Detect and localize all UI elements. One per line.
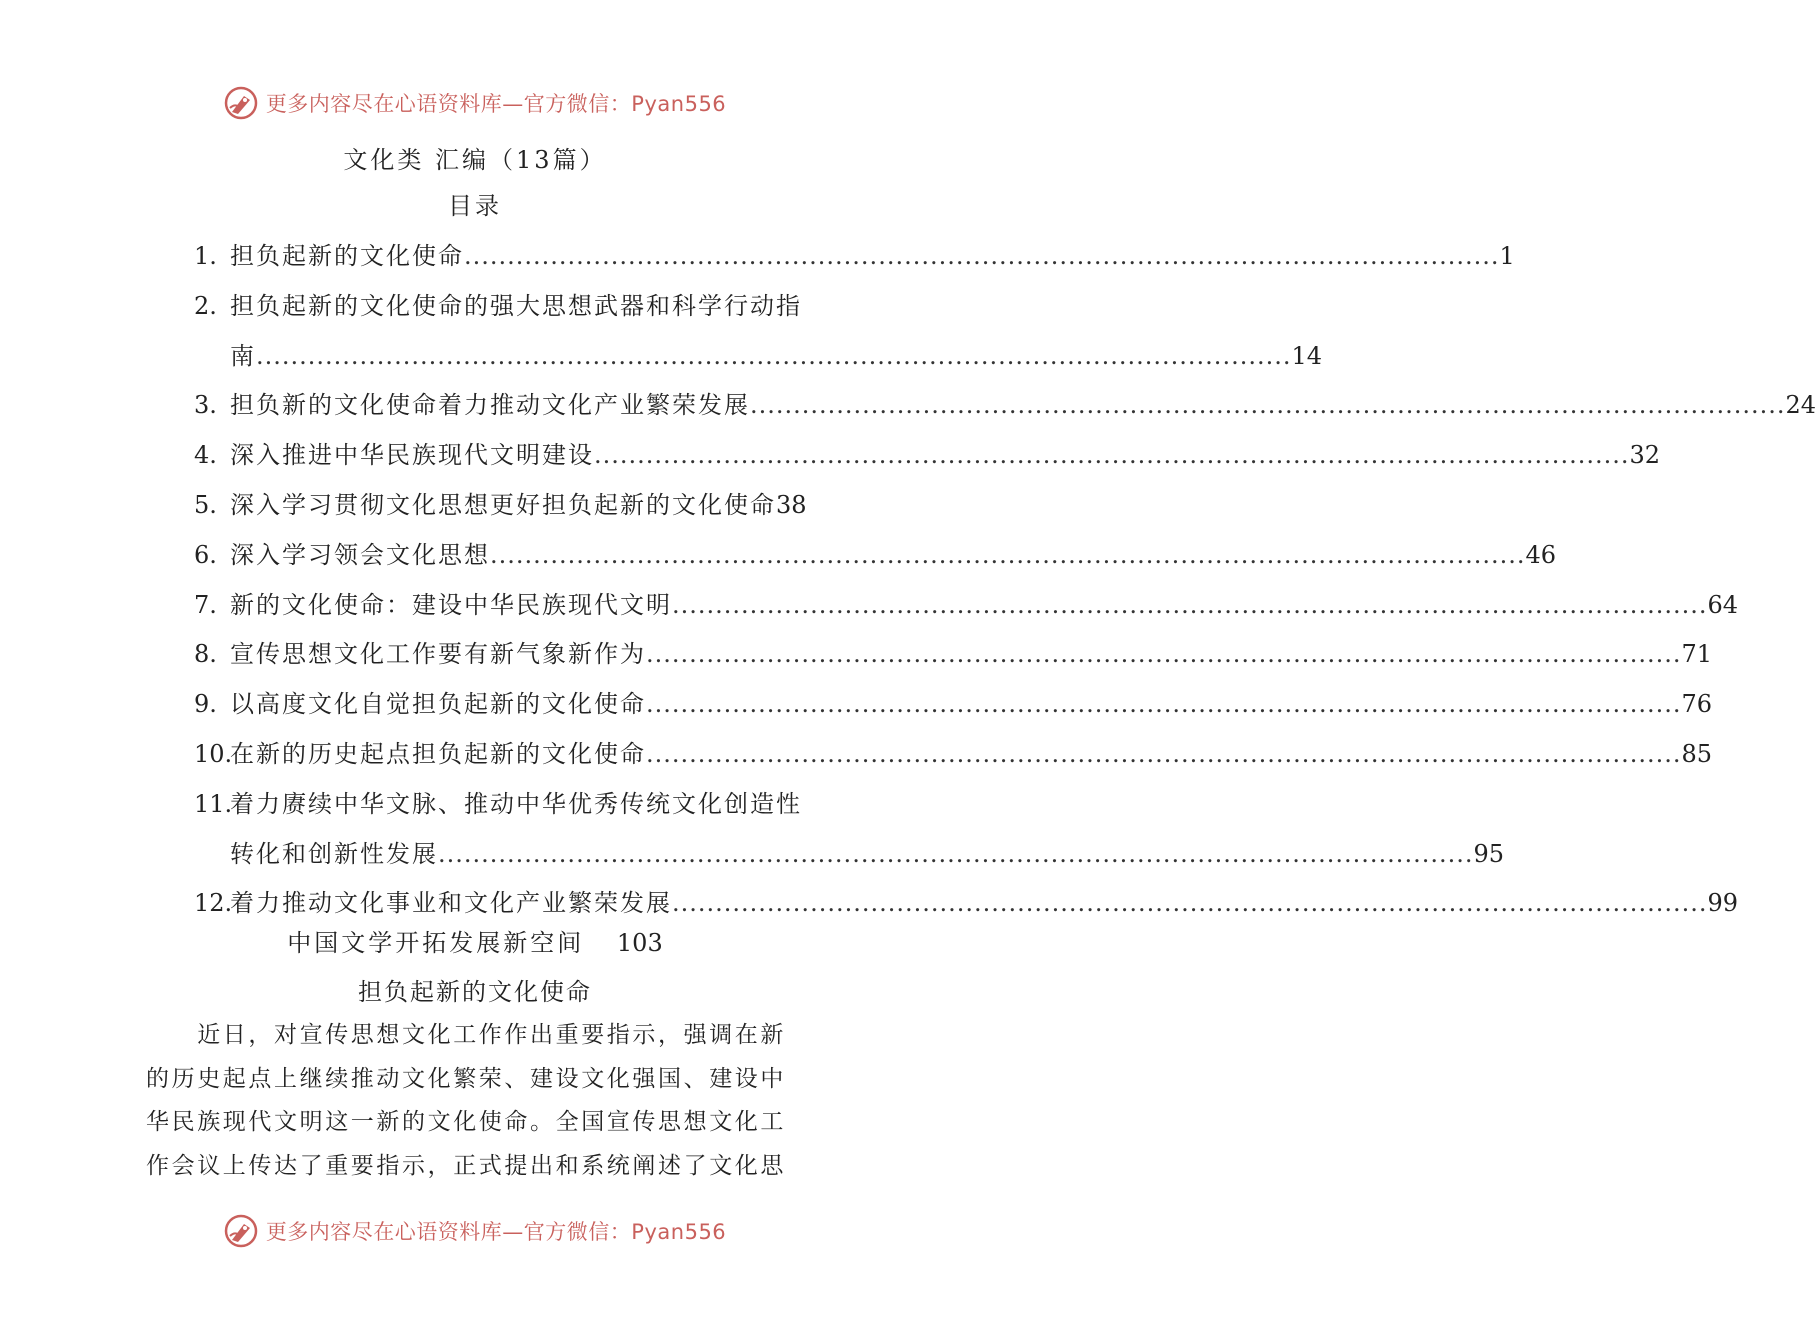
- toc-entry-page: 38: [776, 490, 807, 519]
- article-line: 的历史起点上继续推动文化繁荣、建设文化强国、建设中: [146, 1065, 786, 1092]
- toc-leader-dots: ........................................................................................................................: [256, 341, 1292, 370]
- toc-entry[interactable]: [194, 680, 1713, 730]
- toc-entry[interactable]: [194, 730, 1713, 780]
- toc-entry-title: 担负起新的文化使命的强大思想武器和科学行动指: [230, 291, 802, 320]
- toc-entry[interactable]: [194, 232, 1515, 282]
- watermark-text: 更多内容尽在心语资料库—官方微信：Pyan556: [265, 92, 727, 116]
- toc-entry-title: 新的文化使命：建设中华民族现代文明: [230, 590, 672, 619]
- pen-nib-logo-icon: [224, 86, 258, 120]
- toc-entry-title: 在新的历史起点担负起新的文化使命: [230, 739, 646, 768]
- toc-entry-page: 24: [1785, 391, 1816, 420]
- toc-entry-page: 85: [1681, 739, 1713, 768]
- toc-entry-number: 6.: [194, 540, 217, 569]
- toc-entry[interactable]: [194, 581, 1739, 631]
- toc-entry[interactable]: [194, 531, 1557, 581]
- toc-entry-title: 以高度文化自觉担负起新的文化使命: [230, 690, 646, 719]
- toc-entry-title: 担负新的文化使命着力推动文化产业繁荣发展: [230, 391, 750, 420]
- toc-entry-page: 46: [1525, 540, 1557, 569]
- toc-entry[interactable]: [194, 282, 1323, 382]
- article-line: 作会议上传达了重要指示，正式提出和系统阐述了文化思: [146, 1152, 786, 1179]
- toc-entry-title: 深入学习贯彻文化思想更好担负起新的文化使命: [230, 490, 776, 519]
- toc-entry-number: 8.: [194, 640, 217, 669]
- toc-entry[interactable]: [194, 381, 1816, 431]
- header-watermark: [0, 83, 950, 123]
- toc-entry-number: 5.: [194, 490, 217, 519]
- toc-leader-dots: ........................................................................................................................: [594, 441, 1630, 470]
- article-line: 近日，对宣传思想文化工作作出重要指示，强调在新: [146, 1022, 786, 1048]
- toc-entry[interactable]: [194, 481, 806, 531]
- toc-entry-number: 4.: [194, 441, 217, 470]
- toc-entry[interactable]: [194, 630, 1713, 680]
- toc-leader-dots: ........................................................................................................................: [750, 391, 1786, 420]
- toc-entry-number: 1.: [194, 242, 217, 270]
- toc-leader-dots: ........................................................................................................................: [438, 839, 1474, 868]
- toc-entry-number: 11.: [194, 789, 233, 818]
- toc-leader-dots: ........................................................................................................................: [672, 889, 1708, 918]
- toc-heading: 目录: [448, 192, 502, 220]
- toc-entry-title: 着力赓续中华文脉、推动中华优秀传统文化创造性: [230, 789, 802, 818]
- toc-entry-page: 71: [1681, 640, 1713, 669]
- footer-watermark: [0, 1211, 950, 1251]
- toc-extra-page: 103: [616, 929, 663, 957]
- toc-entry-number: 9.: [194, 690, 217, 719]
- toc-entry-title: 着力推动文化事业和文化产业繁荣发展: [230, 889, 672, 918]
- toc-entry-page: 64: [1707, 590, 1739, 619]
- toc-leader-dots: ........................................................................................................................: [490, 540, 1526, 569]
- toc-entry-number: 12.: [194, 889, 233, 918]
- pen-nib-logo-icon: [224, 1214, 258, 1248]
- toc-leader-dots: ........................................................................................................................: [464, 242, 1500, 270]
- toc-entry-number: 2.: [194, 291, 217, 320]
- toc-extra-entry: [0, 923, 950, 958]
- toc-entry[interactable]: [194, 780, 1505, 880]
- toc-entry-page: 14: [1291, 341, 1323, 370]
- article-line: 华民族现代文明这一新的文化使命。全国宣传思想文化工: [146, 1109, 786, 1135]
- article-body: [146, 1014, 806, 1188]
- toc-entry-title: 宣传思想文化工作要有新气象新作为: [230, 640, 646, 669]
- toc-entry-page: 95: [1473, 839, 1505, 868]
- toc-entry-number: 3.: [194, 391, 217, 420]
- toc-entry-title: 深入学习领会文化思想: [230, 540, 490, 569]
- article-title: 担负起新的文化使命: [358, 978, 592, 1006]
- toc-leader-dots: ........................................................................................................................: [646, 640, 1682, 669]
- toc-entry-page: 99: [1707, 889, 1739, 918]
- document-title: 文化类 汇编（13篇）: [343, 146, 607, 174]
- toc-entry-title: 南: [230, 341, 256, 370]
- toc-entry-title: 深入推进中华民族现代文明建设: [230, 441, 594, 470]
- toc-entry-title: 担负起新的文化使命: [230, 242, 464, 270]
- toc-entry-page: 32: [1629, 441, 1661, 470]
- table-of-contents: [194, 232, 1816, 929]
- toc-entry-page: 1: [1499, 242, 1515, 270]
- watermark-text: 更多内容尽在心语资料库—官方微信：Pyan556: [265, 1220, 727, 1244]
- toc-entry-page: 76: [1681, 690, 1713, 719]
- toc-entry[interactable]: [194, 431, 1661, 481]
- toc-entry-number: 10.: [194, 739, 233, 768]
- toc-leader-dots: ........................................................................................................................: [646, 690, 1682, 719]
- toc-entry-title: 转化和创新性发展: [230, 839, 438, 868]
- toc-leader-dots: ........................................................................................................................: [672, 590, 1708, 619]
- toc-extra-title: 中国文学开拓发展新空间: [287, 929, 585, 957]
- toc-entry[interactable]: [194, 879, 1739, 929]
- toc-entry-number: 7.: [194, 590, 217, 619]
- toc-leader-dots: ........................................................................................................................: [646, 739, 1682, 768]
